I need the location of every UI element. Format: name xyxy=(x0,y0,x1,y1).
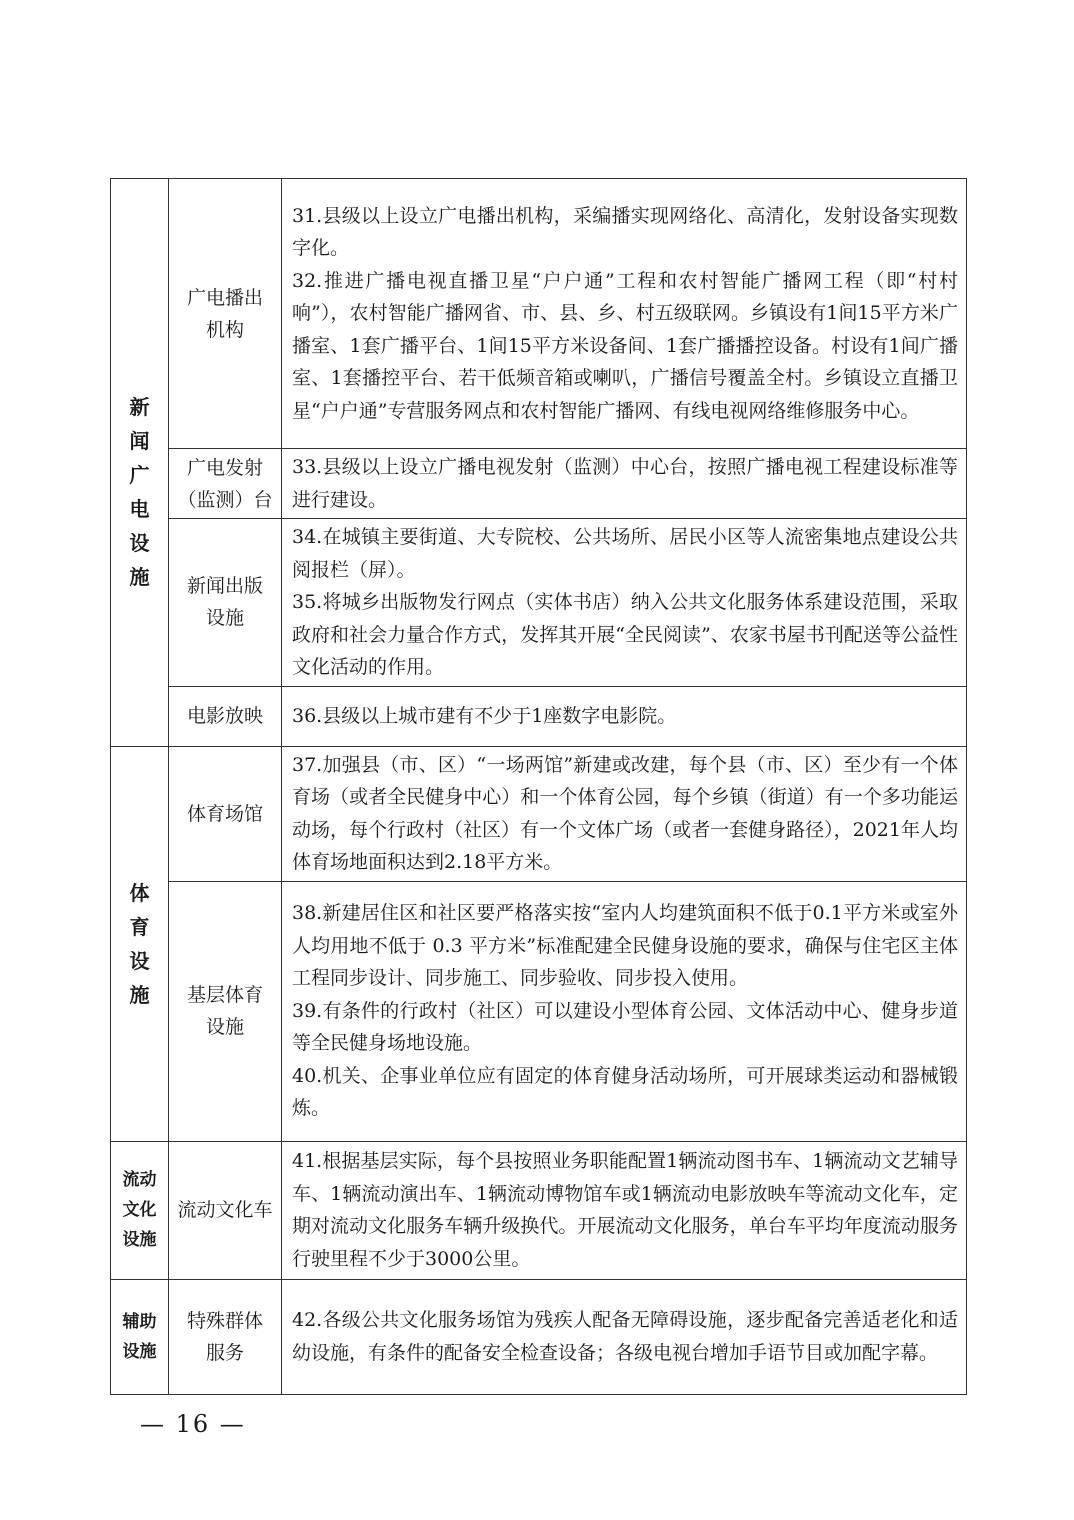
table-row xyxy=(111,881,967,1141)
list-item: 33.县级以上设立广播电视发射（监测）中心台，按照广播电视工程建设标准等进行建设。 xyxy=(292,456,958,511)
subcategory-cell: 流动文化车 xyxy=(169,1141,282,1279)
subcategory-cell: 基层体育 设施 xyxy=(169,881,282,1141)
items-cell xyxy=(282,179,967,449)
subcategory-cell: 特殊群体 服务 xyxy=(169,1279,282,1394)
table-row xyxy=(111,449,967,519)
list-item: 39.有条件的行政村（社区）可以建设小型体育公园、文体活动中心、健身步道等全民健身场地设施。 xyxy=(292,999,958,1055)
items-cell xyxy=(282,519,967,687)
list-item: 31.县级以上设立广电播出机构，采编播实现网络化、高清化，发射设备实现数字化。 xyxy=(292,204,958,260)
list-item: 34.在城镇主要街道、大专院校、公共场所、居民小区等人流密集地点建设公共阅报栏（屏）。 xyxy=(292,526,958,581)
subcategory-cell: 新闻出版 设施 xyxy=(169,519,282,687)
list-item: 38.新建居住区和社区要严格落实按“室内人均建筑面积不低于0.1平方米或室外人均用地不低于 0.3 平方米”标准配建全民健身设施的要求，确保与住宅区主体工程同步设计、同步施工、同步验收、同步投入使用。 xyxy=(292,902,958,990)
list-item: 37.加强县（市、区）“一场两馆”新建或改建，每个县（市、区）至少有一个体育场（或者全民健身中心）和一个体育公园，每个乡镇（街道）有一个多功能运动场，每个行政村（社区）有一个文体广场（或者一套健身路径），2021年人均体育场地面积达到2.18平方米。 xyxy=(292,753,958,873)
list-item: 36.县级以上城市建有不少于1座数字电影院。 xyxy=(292,704,677,727)
subcategory-cell: 广电播出 机构 xyxy=(169,179,282,449)
items-cell xyxy=(282,746,967,881)
items-cell xyxy=(282,449,967,519)
table-row xyxy=(111,179,967,449)
table-row xyxy=(111,1279,967,1394)
list-item: 42.各级公共文化服务场馆为残疾人配备无障碍设施，逐步配备完善适老化和适幼设施，有条件的配备安全检查设备；各级电视台增加手语节目或加配字幕。 xyxy=(292,1309,958,1364)
subcategory-cell: 电影放映 xyxy=(169,686,282,746)
standards-table xyxy=(110,178,967,1395)
category-cell: 流动 文化 设施 xyxy=(111,1141,169,1279)
category-cell: 新 闻 广 电 设 施 xyxy=(111,179,169,747)
list-item: 41.根据基层实际，每个县按照业务职能配置1辆流动图书车、1辆流动文艺辅导车、1辆流动演出车、1辆流动博物馆车或1辆流动电影放映车等流动文化车，定期对流动文化服务车辆升级换代。开展流动文化服务，单台车平均年度流动服务行驶里程不少于3000公里。 xyxy=(292,1150,958,1270)
items-cell xyxy=(282,686,967,746)
category-cell: 辅助 设施 xyxy=(111,1279,169,1394)
list-item: 32.推进广播电视直播卫星“户户通”工程和农村智能广播网工程（即“村村响”），农村智能广播网省、市、县、乡、村五级联网。乡镇设有1间15平方米广播室、1套广播平台、1间15平方米设备间、1套广播播控设备。村设有1间广播室、1套播控平台、若干低频音箱或喇叭，广播信号覆盖全村。乡镇设立直播卫星“户户通”专营服务网点和农村智能广播网、有线电视网络维修服务中心。 xyxy=(292,269,958,422)
list-item: 35.将城乡出版物发行网点（实体书店）纳入公共文化服务体系建设范围，采取政府和社会力量合作方式，发挥其开展“全民阅读”、农家书屋书刊配送等公益性文化活动的作用。 xyxy=(292,591,958,678)
category-cell: 体 育 设 施 xyxy=(111,746,169,1141)
items-cell xyxy=(282,1279,967,1394)
subcategory-cell: 广电发射 （监测）台 xyxy=(169,449,282,519)
subcategory-cell: 体育场馆 xyxy=(169,746,282,881)
table-row xyxy=(111,746,967,881)
table-row xyxy=(111,519,967,687)
items-cell xyxy=(282,881,967,1141)
page-number: — 16 — xyxy=(140,1410,246,1438)
list-item: 40.机关、企事业单位应有固定的体育健身活动场所，可开展球类运动和器械锻炼。 xyxy=(292,1064,958,1120)
items-cell xyxy=(282,1141,967,1279)
table-row xyxy=(111,1141,967,1279)
table-row xyxy=(111,686,967,746)
